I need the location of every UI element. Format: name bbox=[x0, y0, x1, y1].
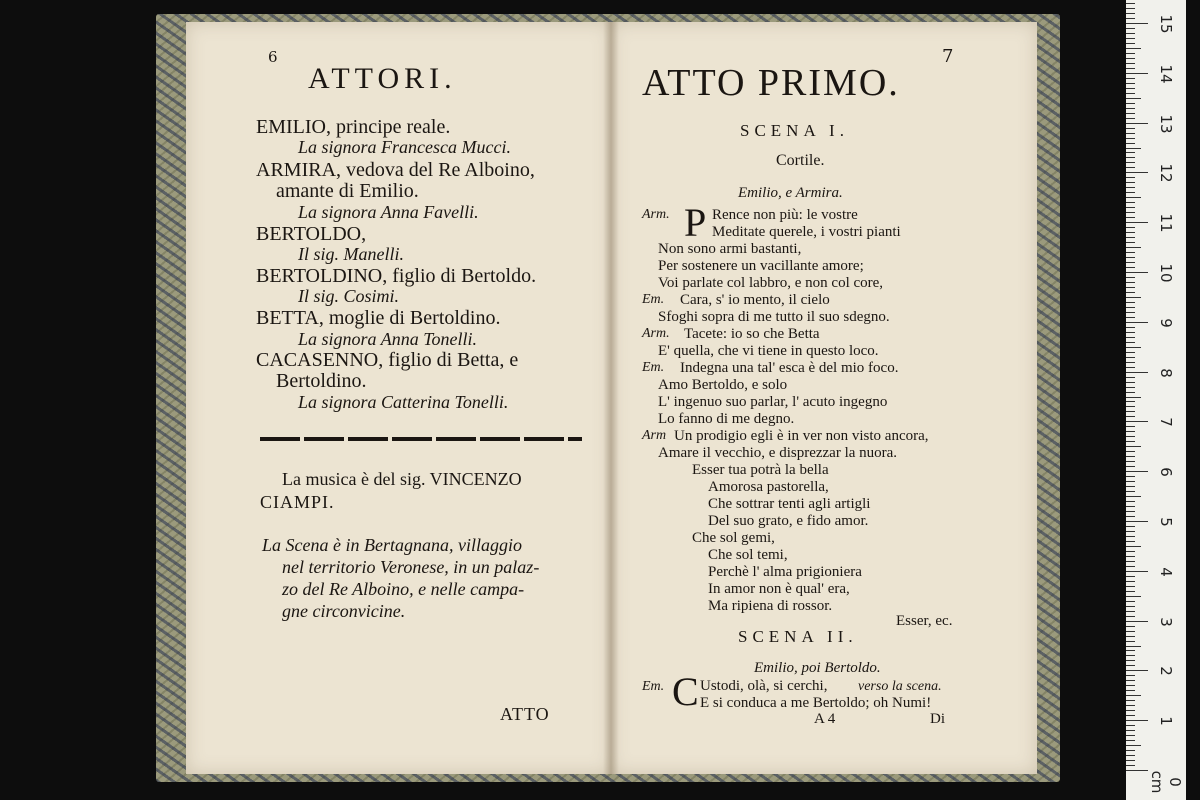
dialogue-line: Non sono armi bastanti, bbox=[658, 241, 802, 257]
left-page-number: 6 bbox=[268, 48, 278, 66]
aria-end-marker: Esser, ec. bbox=[896, 613, 953, 629]
ruler-tick bbox=[1126, 760, 1135, 761]
ruler-tick bbox=[1126, 431, 1135, 432]
ruler-tick bbox=[1126, 242, 1135, 243]
ruler-tick bbox=[1126, 441, 1135, 442]
ruler-tick bbox=[1126, 38, 1135, 39]
ruler-tick bbox=[1126, 646, 1141, 647]
ruler-number: 11 bbox=[1157, 213, 1175, 233]
ruler-tick bbox=[1126, 118, 1135, 119]
ruler-tick bbox=[1126, 660, 1135, 661]
ruler-tick bbox=[1126, 3, 1135, 4]
ruler-tick bbox=[1126, 511, 1135, 512]
ruler-tick bbox=[1126, 770, 1148, 771]
ruler-tick bbox=[1126, 406, 1135, 407]
ruler-tick bbox=[1126, 641, 1135, 642]
ruler-tick bbox=[1126, 471, 1148, 472]
ruler-tick bbox=[1126, 392, 1135, 393]
ruler-tick bbox=[1126, 436, 1135, 437]
dialogue-line: Tacete: io so che Betta bbox=[684, 326, 820, 342]
ruler-tick bbox=[1126, 237, 1135, 238]
ruler-tick bbox=[1126, 606, 1135, 607]
dialogue-line: Ustodi, olà, si cerchi, bbox=[700, 678, 828, 694]
cast-role: BETTA, moglie di Bertoldino. bbox=[256, 307, 501, 329]
ruler-tick bbox=[1126, 307, 1135, 308]
ruler-tick bbox=[1126, 680, 1135, 681]
ruler-tick bbox=[1126, 626, 1135, 627]
ruler-tick bbox=[1126, 526, 1135, 527]
cast-actor: La signora Francesca Mucci. bbox=[298, 137, 511, 157]
scene-characters: Emilio, e Armira. bbox=[738, 185, 843, 201]
ruler-tick bbox=[1126, 516, 1135, 517]
ruler-tick bbox=[1126, 162, 1135, 163]
dialogue-line: Meditate querele, i vostri pianti bbox=[712, 224, 901, 240]
ruler-tick bbox=[1126, 177, 1135, 178]
ruler-tick bbox=[1126, 207, 1135, 208]
ruler-tick bbox=[1126, 272, 1148, 273]
ruler-tick bbox=[1126, 451, 1135, 452]
ruler-tick bbox=[1126, 342, 1135, 343]
ruler-tick bbox=[1126, 202, 1135, 203]
ruler-tick bbox=[1126, 496, 1141, 497]
ruler-number: 3 bbox=[1157, 616, 1175, 627]
signature-mark: A 4 bbox=[814, 711, 836, 727]
ruler-tick bbox=[1126, 317, 1135, 318]
ruler-tick bbox=[1126, 212, 1135, 213]
cast-role: BERTOLDO, bbox=[256, 223, 367, 245]
ruler-tick bbox=[1126, 247, 1141, 248]
aria-line: Che sol gemi, bbox=[692, 530, 775, 546]
left-catchword: ATTO bbox=[500, 704, 550, 724]
measurement-ruler bbox=[1126, 0, 1186, 800]
ruler-tick bbox=[1126, 332, 1135, 333]
drop-cap: P bbox=[684, 200, 707, 245]
ruler-tick bbox=[1126, 232, 1135, 233]
dialogue-line: Sfoghi sopra di me tutto il suo sdegno. bbox=[658, 309, 890, 325]
ruler-tick bbox=[1126, 670, 1148, 671]
ruler-tick bbox=[1126, 710, 1135, 711]
ruler-tick bbox=[1126, 700, 1135, 701]
scene-location: Cortile. bbox=[776, 152, 825, 169]
cast-role: BERTOLDINO, figlio di Bertoldo. bbox=[256, 265, 537, 287]
section-divider-rule bbox=[260, 437, 582, 441]
ruler-tick bbox=[1126, 740, 1135, 741]
scene-setting-line: zo del Re Alboino, e nelle campa- bbox=[282, 579, 525, 599]
ruler-tick bbox=[1126, 8, 1135, 9]
cast-actor: Il sig. Manelli. bbox=[298, 244, 404, 264]
ruler-tick bbox=[1126, 765, 1135, 766]
ruler-tick bbox=[1126, 755, 1135, 756]
dialogue-line: Per sostenere un vacillante amore; bbox=[658, 258, 864, 274]
ruler-tick bbox=[1126, 705, 1135, 706]
ruler-tick bbox=[1126, 217, 1135, 218]
ruler-tick bbox=[1126, 312, 1135, 313]
cast-role: EMILIO, principe reale. bbox=[256, 116, 451, 138]
speaker-label: Arm bbox=[642, 428, 667, 443]
ruler-number: 15 bbox=[1157, 14, 1175, 34]
ruler-tick bbox=[1126, 148, 1141, 149]
ruler-tick bbox=[1126, 655, 1135, 656]
ruler-tick bbox=[1126, 322, 1148, 323]
ruler-tick bbox=[1126, 665, 1135, 666]
ruler-unit-label: 0 cm bbox=[1148, 770, 1184, 794]
scene-title: SCENA I. bbox=[740, 121, 849, 140]
ruler-tick bbox=[1126, 63, 1135, 64]
dialogue-line: Indegna una tal' esca è del mio foco. bbox=[680, 360, 899, 376]
stage-direction: verso la scena. bbox=[858, 679, 942, 694]
ruler-tick bbox=[1126, 143, 1135, 144]
ruler-tick bbox=[1126, 636, 1135, 637]
ruler-tick bbox=[1126, 401, 1135, 402]
ruler-tick bbox=[1126, 426, 1135, 427]
ruler-tick bbox=[1126, 43, 1135, 44]
ruler-tick bbox=[1126, 596, 1141, 597]
aria-line: Ma ripiena di rossor. bbox=[708, 598, 833, 614]
ruler-tick bbox=[1126, 103, 1135, 104]
ruler-tick bbox=[1126, 476, 1135, 477]
ruler-tick bbox=[1126, 128, 1135, 129]
ruler-tick bbox=[1126, 382, 1135, 383]
dialogue-line: Amo Bertoldo, e solo bbox=[658, 377, 788, 393]
ruler-tick bbox=[1126, 277, 1135, 278]
ruler-tick bbox=[1126, 446, 1141, 447]
aria-line: Che sol temi, bbox=[708, 547, 788, 563]
ruler-tick bbox=[1126, 78, 1135, 79]
ruler-tick bbox=[1126, 152, 1135, 153]
ruler-tick bbox=[1126, 566, 1135, 567]
ruler-tick bbox=[1126, 83, 1135, 84]
scene-setting-line: nel territorio Veronese, in un palaz- bbox=[282, 557, 540, 577]
ruler-tick bbox=[1126, 576, 1135, 577]
ruler-tick bbox=[1126, 327, 1135, 328]
ruler-number: 4 bbox=[1157, 567, 1175, 577]
ruler-number: 7 bbox=[1157, 417, 1175, 428]
left-page-heading: ATTORI. bbox=[308, 62, 457, 95]
cast-actor: Il sig. Cosimi. bbox=[298, 286, 400, 306]
dialogue-line: Lo fanno di me degno. bbox=[658, 411, 795, 427]
cast-role: ARMIRA, vedova del Re Alboino, bbox=[256, 159, 535, 181]
ruler-tick bbox=[1126, 192, 1135, 193]
right-page-number: 7 bbox=[942, 46, 954, 67]
ruler-tick bbox=[1126, 491, 1135, 492]
ruler-tick bbox=[1126, 556, 1135, 557]
cast-actor: La signora Anna Favelli. bbox=[298, 202, 479, 222]
drop-cap: C bbox=[672, 669, 699, 714]
ruler-number: 9 bbox=[1157, 318, 1175, 328]
ruler-tick bbox=[1126, 182, 1135, 183]
dialogue-line: Un prodigio egli è in ver non visto ancora, bbox=[674, 428, 929, 444]
ruler-number: 10 bbox=[1157, 263, 1175, 283]
ruler-tick bbox=[1126, 347, 1141, 348]
ruler-tick bbox=[1126, 257, 1135, 258]
ruler-tick bbox=[1126, 98, 1141, 99]
ruler-tick bbox=[1126, 252, 1135, 253]
ruler-tick bbox=[1126, 621, 1148, 622]
ruler-tick bbox=[1126, 571, 1148, 572]
ruler-tick bbox=[1126, 337, 1135, 338]
ruler-tick bbox=[1126, 367, 1135, 368]
speaker-label: Em. bbox=[642, 360, 665, 375]
cast-role-cont: Bertoldino. bbox=[276, 370, 367, 392]
cast-actor: La signora Catterina Tonelli. bbox=[298, 392, 509, 412]
ruler-tick bbox=[1126, 138, 1135, 139]
aria-line: Che sottrar tenti agli artigli bbox=[708, 496, 871, 512]
ruler-number: 5 bbox=[1157, 517, 1175, 527]
speaker-label: Em. bbox=[642, 679, 665, 694]
music-credit-line: La musica è del sig. VINCENZO bbox=[282, 469, 522, 489]
speaker-label: Arm. bbox=[642, 207, 670, 222]
ruler-number: 6 bbox=[1157, 467, 1175, 477]
dialogue-line: E si conduca a me Bertoldo; oh Numi! bbox=[700, 695, 932, 711]
ruler-tick bbox=[1126, 616, 1135, 617]
ruler-tick bbox=[1126, 172, 1148, 173]
ruler-number: 2 bbox=[1157, 666, 1175, 677]
aria-line: In amor non è qual' era, bbox=[708, 581, 850, 597]
speaker-label: Arm. bbox=[642, 326, 670, 341]
ruler-tick bbox=[1126, 28, 1135, 29]
ruler-tick bbox=[1126, 58, 1135, 59]
ruler-tick bbox=[1126, 157, 1135, 158]
aria-line: Perchè l' alma prigioniera bbox=[708, 564, 862, 580]
ruler-tick bbox=[1126, 456, 1135, 457]
ruler-tick bbox=[1126, 650, 1135, 651]
ruler-tick bbox=[1126, 581, 1135, 582]
ruler-tick bbox=[1126, 33, 1135, 34]
ruler-tick bbox=[1126, 18, 1135, 19]
ruler-tick bbox=[1126, 362, 1135, 363]
dialogue-line: E' quella, che vi tiene in questo loco. bbox=[658, 343, 879, 359]
scene-title: SCENA II. bbox=[738, 627, 858, 646]
cast-role-cont: amante di Emilio. bbox=[276, 180, 419, 202]
ruler-number: 14 bbox=[1157, 64, 1175, 84]
cast-role: CACASENNO, figlio di Betta, e bbox=[256, 349, 519, 371]
ruler-tick bbox=[1126, 531, 1135, 532]
ruler-tick bbox=[1126, 411, 1135, 412]
dialogue-line: Amare il vecchio, e disprezzar la nuora. bbox=[658, 445, 898, 461]
ruler-tick bbox=[1126, 377, 1135, 378]
ruler-tick bbox=[1126, 23, 1148, 24]
aria-line: Amorosa pastorella, bbox=[708, 479, 829, 495]
ruler-tick bbox=[1126, 730, 1135, 731]
ruler-tick bbox=[1126, 745, 1141, 746]
dialogue-line: Rence non più: le vostre bbox=[712, 207, 858, 223]
ruler-tick bbox=[1126, 93, 1135, 94]
ruler-tick bbox=[1126, 690, 1135, 691]
ruler-tick bbox=[1126, 611, 1135, 612]
ruler-tick bbox=[1126, 541, 1135, 542]
ruler-tick bbox=[1126, 750, 1135, 751]
ruler-tick bbox=[1126, 113, 1135, 114]
ruler-tick bbox=[1126, 675, 1135, 676]
ruler-tick bbox=[1126, 167, 1135, 168]
ruler-tick bbox=[1126, 735, 1135, 736]
right-catchword: Di bbox=[930, 711, 945, 727]
dialogue-line: L' ingenuo suo parlar, l' acuto ingegno bbox=[658, 394, 888, 410]
ruler-tick bbox=[1126, 481, 1135, 482]
ruler-tick bbox=[1126, 287, 1135, 288]
ruler-tick bbox=[1126, 108, 1135, 109]
ruler-tick bbox=[1126, 68, 1135, 69]
ruler-tick bbox=[1126, 486, 1135, 487]
ruler-tick bbox=[1126, 561, 1135, 562]
ruler-tick bbox=[1126, 466, 1135, 467]
ruler-tick bbox=[1126, 222, 1148, 223]
right-page-heading: ATTO PRIMO. bbox=[642, 62, 900, 104]
ruler-tick bbox=[1126, 187, 1135, 188]
scene-setting-line: La Scena è in Bertagnana, villaggio bbox=[262, 535, 522, 555]
ruler-tick bbox=[1126, 501, 1135, 502]
speaker-label: Em. bbox=[642, 292, 665, 307]
ruler-number: 1 bbox=[1157, 716, 1175, 726]
aria-line: Esser tua potrà la bella bbox=[692, 462, 829, 478]
ruler-tick bbox=[1126, 551, 1135, 552]
ruler-tick bbox=[1126, 601, 1135, 602]
ruler-tick bbox=[1126, 262, 1135, 263]
ruler-tick bbox=[1126, 302, 1135, 303]
ruler-tick bbox=[1126, 123, 1148, 124]
ruler-tick bbox=[1126, 88, 1135, 89]
ruler-number: 13 bbox=[1157, 114, 1175, 134]
ruler-number: 8 bbox=[1157, 367, 1175, 378]
ruler-tick bbox=[1126, 267, 1135, 268]
aria-line: Del suo grato, e fido amor. bbox=[708, 513, 869, 529]
scene-setting-line: gne circonvicine. bbox=[282, 601, 406, 621]
dialogue-line: Voi parlate col labbro, e non col core, bbox=[658, 275, 884, 291]
ruler-tick bbox=[1126, 685, 1135, 686]
ruler-tick bbox=[1126, 695, 1141, 696]
ruler-tick bbox=[1126, 521, 1148, 522]
ruler-tick bbox=[1126, 725, 1135, 726]
ruler-tick bbox=[1126, 133, 1135, 134]
ruler-tick bbox=[1126, 297, 1141, 298]
ruler-tick bbox=[1126, 13, 1135, 14]
ruler-tick bbox=[1126, 536, 1135, 537]
ruler-tick bbox=[1126, 352, 1135, 353]
cast-actor: La signora Anna Tonelli. bbox=[298, 329, 478, 349]
ruler-tick bbox=[1126, 591, 1135, 592]
ruler-tick bbox=[1126, 357, 1135, 358]
ruler-tick bbox=[1126, 227, 1135, 228]
ruler-tick bbox=[1126, 715, 1135, 716]
ruler-tick bbox=[1126, 282, 1135, 283]
ruler-tick bbox=[1126, 197, 1141, 198]
ruler-tick bbox=[1126, 416, 1135, 417]
ruler-tick bbox=[1126, 292, 1135, 293]
book-gutter bbox=[603, 22, 619, 774]
ruler-tick bbox=[1126, 48, 1141, 49]
ruler-tick bbox=[1126, 397, 1141, 398]
ruler-tick bbox=[1126, 631, 1135, 632]
ruler-tick bbox=[1126, 73, 1148, 74]
ruler-tick bbox=[1126, 53, 1135, 54]
ruler-tick bbox=[1126, 421, 1148, 422]
ruler-tick bbox=[1126, 506, 1135, 507]
dialogue-line: Cara, s' io mento, il cielo bbox=[680, 292, 830, 308]
ruler-number: 12 bbox=[1157, 163, 1175, 183]
ruler-tick bbox=[1126, 720, 1148, 721]
ruler-tick bbox=[1126, 586, 1135, 587]
ruler-tick bbox=[1126, 546, 1141, 547]
ruler-tick bbox=[1126, 372, 1148, 373]
scene-characters: Emilio, poi Bertoldo. bbox=[754, 660, 881, 676]
ruler-tick bbox=[1126, 387, 1135, 388]
music-credit-line: CIAMPI. bbox=[260, 492, 335, 512]
ruler-tick bbox=[1126, 461, 1135, 462]
